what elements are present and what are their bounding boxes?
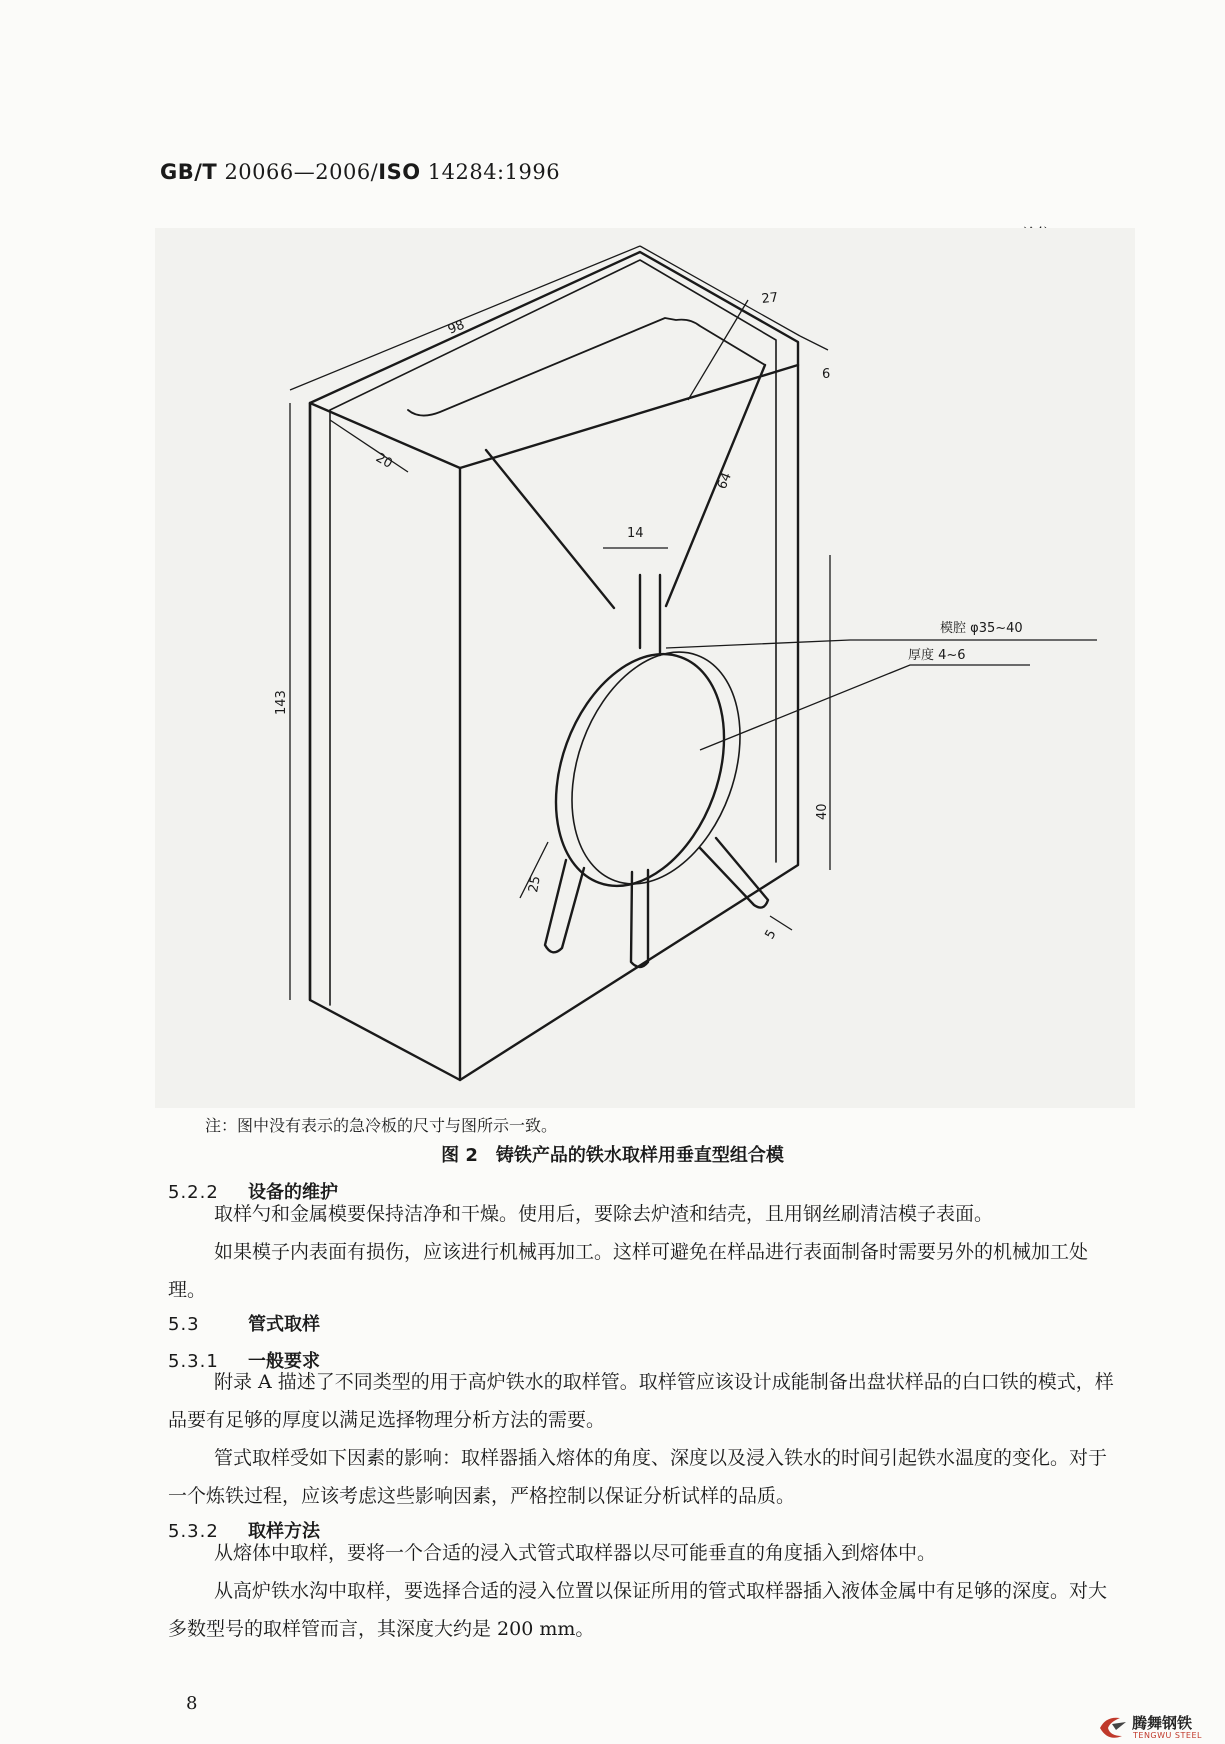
- paragraph: 取样勺和金属模要保持洁净和干燥。使用后，要除去炉渣和结壳，且用钢丝刷清洁模子表面。: [214, 1203, 994, 1225]
- standard-prefix: GB/T: [160, 160, 218, 184]
- figure-caption: 图 2 铸铁产品的铁水取样用垂直型组合模: [441, 1145, 784, 1166]
- dim-branch-label: 25: [526, 874, 544, 894]
- figure-background: [155, 228, 1135, 1108]
- paragraph: 附录 A 描述了不同类型的用于高炉铁水的取样管。取样管应该设计成能制备出盘状样品的白口铁的模式，样品要有足够的厚度以满足选择物理分析方法的需要。: [168, 1371, 1114, 1431]
- watermark-logo: [1098, 1712, 1223, 1744]
- iso-prefix: ISO: [378, 160, 421, 184]
- page-number: 8: [186, 1693, 198, 1714]
- paragraph: 从高炉铁水沟中取样，要选择合适的浸入位置以保证所用的管式取样器插入液体金属中有足够的深度。对大多数型号的取样管而言，其深度大约是 200 mm。: [168, 1580, 1108, 1640]
- dim-neck-label: 14: [627, 526, 644, 541]
- dim-wall-label: 6: [822, 367, 831, 382]
- dim-width-label: 98: [445, 317, 467, 338]
- thickness-label: 厚度 4~6: [908, 648, 966, 663]
- section-heading: 5.3.1 一般要求: [168, 1351, 320, 1372]
- dim-lower-label: 40: [815, 803, 830, 820]
- dim-height-label: 143: [274, 690, 289, 715]
- brand-name-cn: 腾舞钢铁: [1132, 1714, 1193, 1732]
- paragraph: 如果模子内表面有损伤，应该进行机械再加工。这样可避免在样品进行表面制备时需要另外的机械加工处理。: [168, 1241, 1089, 1301]
- section-heading: 5.3.2 取样方法: [168, 1521, 320, 1542]
- document-header: [160, 160, 560, 184]
- dim-top-left-label: 20: [373, 450, 395, 472]
- dim-branch-width-label: 5: [762, 927, 780, 942]
- standard-number: 20066—2006/: [224, 160, 379, 184]
- cavity-label: 模腔 φ35~40: [940, 621, 1023, 636]
- iso-number: 14284:1996: [427, 160, 561, 184]
- paragraph: 管式取样受如下因素的影响：取样器插入熔体的角度、深度以及浸入铁水的时间引起铁水温度的变化。对于一个炼铁过程，应该考虑这些影响因素，严格控制以保证分析试样的品质。: [168, 1447, 1108, 1507]
- dim-channel-label: 64: [714, 470, 735, 492]
- brand-name-en: TENGWU STEEL: [1133, 1731, 1202, 1740]
- mold-drawing: [150, 225, 1150, 1125]
- section-heading: 5.3 管式取样: [168, 1314, 320, 1335]
- section-heading: 5.2.2 设备的维护: [168, 1182, 338, 1203]
- paragraph: 从熔体中取样，要将一个合适的浸入式管式取样器以尽可能垂直的角度插入到熔体中。: [214, 1542, 937, 1564]
- steel-logo-icon: [1098, 1714, 1128, 1742]
- dim-depth-label: 27: [760, 290, 779, 307]
- figure-note: 注：图中没有表示的急冷板的尺寸与图所示一致。: [205, 1116, 558, 1135]
